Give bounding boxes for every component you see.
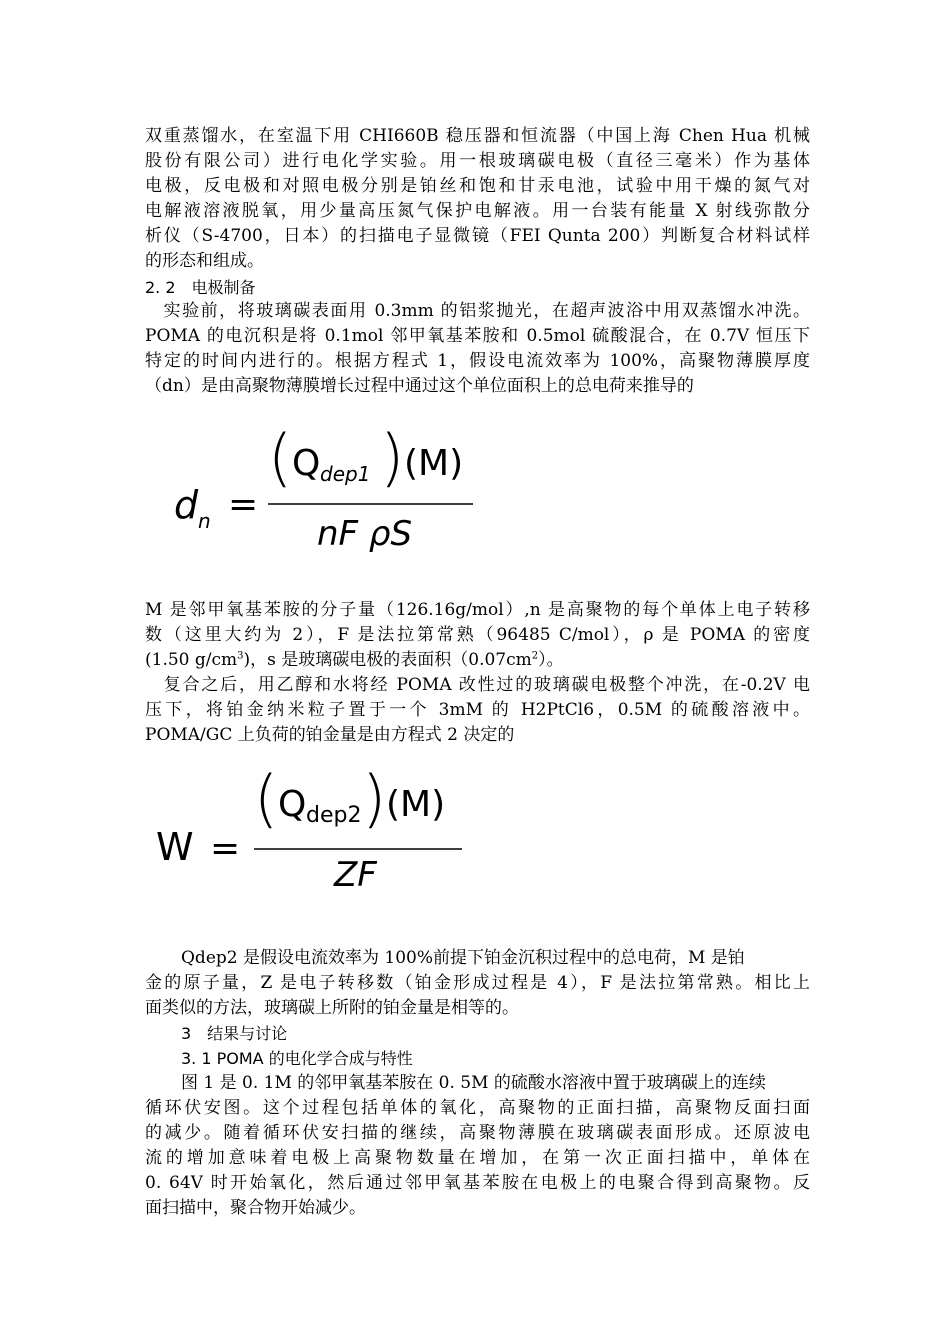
text-line: 特定的时间内进行的。根据方程式 1，假设电流效率为 100%，高聚物薄膜厚度: [145, 351, 810, 371]
area-text: )，s 是玻璃碳电极的表面积（0.07cm: [243, 650, 532, 670]
paragraph-equipment: [145, 124, 810, 274]
superscript: 3: [237, 650, 244, 662]
eq1-charge-subscript: dep1: [320, 462, 371, 486]
eq2-lhs: W: [156, 825, 194, 869]
text-line: 析仪（S-4700，日本）的扫描电子显微镜（FEI Qunta 200）判断复合材料试样: [145, 226, 810, 246]
density-text: (1.50 g/cm: [145, 650, 238, 670]
text-line: 复合之后，用乙醇和水将经 POMA 改性过的玻璃碳电极整个冲洗，在-0.2V 电: [145, 675, 810, 695]
text-line: POMA 的电沉积是将 0.1mol 邻甲氧基苯胺和 0.5mol 硫酸混合，在 0.7V 恒压下: [145, 326, 810, 346]
eq1-paren-open: (: [268, 421, 293, 494]
eq2-paren-close: ): [362, 762, 387, 835]
text-line: 股份有限公司）进行电化学实验。用一根玻璃碳电极（直径三毫米）作为基体: [145, 151, 810, 171]
text-line: 的形态和组成。: [145, 251, 264, 271]
text-line: [145, 648, 810, 673]
eq1-equals: =: [228, 484, 259, 525]
paragraph-results: [145, 1071, 810, 1221]
paragraph-platinum-deposition: [145, 673, 810, 748]
eq1-denominator: nF ρS: [317, 514, 413, 554]
equation-1-thickness: [160, 415, 490, 565]
text-line: 流的增加意味着电极上高聚物数量在增加，在第一次正面扫描中，单体在: [145, 1148, 810, 1168]
eq2-charge-subscript: dep2: [306, 803, 362, 828]
text-line: 0. 64V 时开始氧化，然后通过邻甲氧基苯胺在电极上的电聚合得到高聚物。反: [145, 1173, 810, 1193]
eq1-charge: Q: [292, 443, 321, 484]
text-line: 图 1 是 0. 1M 的邻甲氧基苯胺在 0. 5M 的硫酸水溶液中置于玻璃碳上的连续: [181, 1073, 766, 1093]
eq1-paren-close: ): [380, 421, 405, 494]
sentence-end: ）。: [538, 650, 564, 670]
eq2-molar-mass: (M): [386, 784, 446, 825]
text-line: 数（这里大约为 2），F 是法拉第常熟（96485 C/mol），ρ 是 POMA 的密度: [145, 625, 810, 645]
section-heading-3-1: 3. 1 POMA 的电化学合成与特性: [181, 1049, 413, 1068]
text-line: POMA/GC 上负荷的铂金量是由方程式 2 决定的: [145, 725, 515, 745]
text-line: 压下，将铂金纳米粒子置于一个 3mM 的 H2PtCl6，0.5M 的硫酸溶液中。: [145, 700, 810, 720]
text-line: （dn）是由高聚物薄膜增长过程中通过这个单位面积上的总电荷来推导的: [145, 376, 694, 396]
text-line: 双重蒸馏水，在室温下用 CHI660B 稳压器和恒流器（中国上海 Chen Hua 机械: [145, 126, 810, 146]
text-line: 面类似的方法，玻璃碳上所附的铂金量是相等的。: [145, 998, 519, 1018]
paragraph-variables-1: [145, 598, 810, 673]
text-line: Qdep2 是假设电流效率为 100%前提下铂金沉积过程中的总电荷，M 是铂: [181, 948, 745, 968]
text-line: 实验前，将玻璃碳表面用 0.3mm 的铝浆抛光，在超声波浴中用双蒸馏水冲洗。: [145, 301, 810, 321]
section-heading-2-2: 2. 2 电极制备: [145, 278, 256, 297]
text-line: 电解液溶液脱氧，用少量高压氮气保护电解液。用一台装有能量 X 射线弥散分: [145, 201, 810, 221]
text-line: 面扫描中，聚合物开始减少。: [145, 1198, 366, 1218]
text-line: 电极，反电极和对照电极分别是铂丝和饱和甘汞电池，试验中用干燥的氮气对: [145, 176, 810, 196]
text-line: 循环伏安图。这个过程包括单体的氧化，高聚物的正面扫描，高聚物反面扫面: [145, 1098, 810, 1118]
text-line: M 是邻甲氧基苯胺的分子量（126.16g/mol）,n 是高聚物的每个单体上电子转移: [145, 600, 810, 620]
eq1-lhs-subscript: n: [198, 509, 211, 533]
eq2-denominator: ZF: [334, 855, 377, 895]
text-line: 的减少。随着循环伏安扫描的继续，高聚物薄膜在玻璃碳表面形成。还原波电: [145, 1123, 810, 1143]
eq1-molar-mass: (M): [404, 443, 464, 484]
equation-2-platinum-mass: [150, 760, 480, 910]
eq1-lhs: d: [174, 483, 199, 527]
paragraph-variables-2: [145, 946, 810, 1021]
eq2-equals: =: [210, 828, 241, 869]
section-heading-3: 3 结果与讨论: [181, 1024, 288, 1043]
eq2-charge: Q: [278, 784, 307, 825]
eq2-paren-open: (: [254, 762, 279, 835]
superscript: 2: [531, 650, 539, 662]
paragraph-electrode-prep: [145, 299, 810, 399]
text-line: 金的原子量，Z 是电子转移数（铂金形成过程是 4），F 是法拉第常熟。相比上: [145, 973, 810, 993]
